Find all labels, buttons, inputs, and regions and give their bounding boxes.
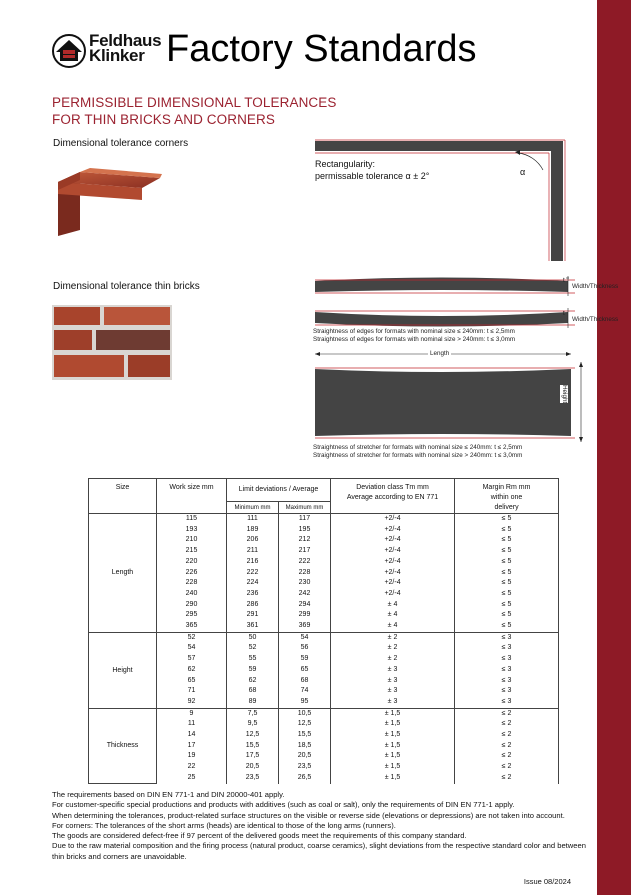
note-line: When determining the tolerances, product-related surface structures on the visible or reverse side (elevations or depressions) are not taken into account. (52, 810, 565, 820)
table-row (89, 741, 559, 752)
header-margin-line-1: Margin Rm mm (482, 484, 531, 491)
table-cell: ≤ 2 (455, 751, 559, 762)
note-line: The goods are considered defect-free if 97 percent of the delivered goods meet the requirements of this company standard. (52, 831, 467, 841)
table-cell: 19 (157, 751, 227, 762)
table-cell: ≤ 2 (455, 741, 559, 752)
table-cell: 68 (227, 686, 279, 697)
table-cell: 14 (157, 730, 227, 741)
height-label: Height (561, 385, 568, 404)
table-cell: 365 (157, 621, 227, 632)
table-cell: 299 (279, 610, 331, 621)
table-cell: ± 1,5 (331, 719, 455, 730)
table-cell: 92 (157, 697, 227, 708)
table-cell: 10,5 (279, 708, 331, 719)
table-cell: ≤ 2 (455, 719, 559, 730)
table-cell: 189 (227, 525, 279, 536)
table-row (89, 686, 559, 697)
table-row (89, 719, 559, 730)
table-cell: 206 (227, 535, 279, 546)
table-cell: 9,5 (227, 719, 279, 730)
width-thickness-label-bottom: Width/Thickness (572, 316, 619, 323)
table-cell: 65 (157, 676, 227, 687)
notes-block (52, 790, 597, 862)
table-cell: 111 (227, 514, 279, 525)
table-cell: ≤ 5 (455, 578, 559, 589)
table-row (89, 610, 559, 621)
table-cell: 220 (157, 557, 227, 568)
tolerance-table-body (89, 514, 559, 784)
note-line: The requirements based on DIN EN 771-1 and DIN 20000-401 apply. (52, 790, 285, 799)
table-cell: ≤ 2 (455, 708, 559, 719)
header-margin-line-3: delivery (494, 504, 519, 511)
table-cell: 222 (227, 568, 279, 579)
table-cell: 54 (157, 643, 227, 654)
page-title: Factory Standards (166, 28, 477, 70)
table-cell: ≤ 3 (455, 686, 559, 697)
table-cell: ≤ 5 (455, 589, 559, 600)
table-cell: 26,5 (279, 773, 331, 784)
table-cell: 20,5 (279, 751, 331, 762)
table-cell: 212 (279, 535, 331, 546)
table-cell: ≤ 5 (455, 525, 559, 536)
header-maximum: Maximum mm (279, 502, 331, 514)
table-cell: 195 (279, 525, 331, 536)
table-cell: 52 (227, 643, 279, 654)
table-cell: +2/-4 (331, 546, 455, 557)
table-cell: +2/-4 (331, 535, 455, 546)
table-cell: ± 2 (331, 654, 455, 665)
table-cell: 12,5 (279, 719, 331, 730)
table-cell: ≤ 5 (455, 568, 559, 579)
table-row (89, 751, 559, 762)
note-line: For corners: The tolerances of the short arms (heads) are identical to those of the long arms (runners). (52, 820, 396, 830)
table-cell: 193 (157, 525, 227, 536)
table-row (89, 665, 559, 676)
house-logo-icon (51, 34, 87, 68)
table-cell: 59 (227, 665, 279, 676)
table-cell: 240 (157, 589, 227, 600)
table-cell: 17,5 (227, 751, 279, 762)
table-row (89, 697, 559, 708)
subtitle-line-1: PERMISSIBLE DIMENSIONAL TOLERANCES (52, 95, 337, 110)
table-cell: 7,5 (227, 708, 279, 719)
table-cell: ± 3 (331, 697, 455, 708)
table-cell: 56 (279, 643, 331, 654)
table-cell: 210 (157, 535, 227, 546)
rectangularity-line-1: Rectangularity: (315, 159, 376, 169)
header-margin-line-2: within one (490, 494, 523, 501)
header-limit-deviations: Limit deviations / Average (227, 479, 331, 502)
corners-section-label: Dimensional tolerance corners (53, 138, 189, 149)
size-group-label: Thickness (89, 708, 157, 783)
table-cell: ± 1,5 (331, 708, 455, 719)
table-cell: 228 (279, 568, 331, 579)
table-cell: ± 3 (331, 665, 455, 676)
table-cell: 290 (157, 600, 227, 611)
table-cell: +2/-4 (331, 568, 455, 579)
table-cell: ± 1,5 (331, 773, 455, 784)
table-cell: ≤ 5 (455, 546, 559, 557)
table-cell: ± 1,5 (331, 762, 455, 773)
table-row (89, 762, 559, 773)
table-cell: 291 (227, 610, 279, 621)
table-cell: 11 (157, 719, 227, 730)
table-row (89, 773, 559, 784)
table-row (89, 600, 559, 611)
table-cell: 62 (157, 665, 227, 676)
table-cell: 361 (227, 621, 279, 632)
table-row (89, 578, 559, 589)
rectangularity-diagram (313, 138, 573, 263)
table-row (89, 525, 559, 536)
table-cell: ± 4 (331, 600, 455, 611)
header-size: Size (89, 479, 157, 514)
table-cell: ≤ 3 (455, 676, 559, 687)
table-cell: ≤ 2 (455, 730, 559, 741)
table-row (89, 730, 559, 741)
note-line: For customer-specific special productions and products with additives (such as coal or salt), only the requirements of DIN EN 771-1 apply. (52, 800, 515, 810)
table-cell: ± 2 (331, 643, 455, 654)
table-row (89, 589, 559, 600)
table-cell: 20,5 (227, 762, 279, 773)
table-cell: 74 (279, 686, 331, 697)
t-label-bottom: t (563, 310, 565, 317)
corner-brick-image (50, 160, 170, 238)
table-cell: 55 (227, 654, 279, 665)
table-cell: ± 3 (331, 686, 455, 697)
table-cell: 211 (227, 546, 279, 557)
header-minimum: Minimum mm (227, 502, 279, 514)
table-cell: 25 (157, 773, 227, 784)
thin-bricks-section-label: Dimensional tolerance thin bricks (53, 281, 200, 292)
edges-tolerance-line-1: Straightness of edges for formats with nominal size ≤ 240mm: t ≤ 2,5mm (313, 328, 515, 335)
table-cell: ≤ 5 (455, 535, 559, 546)
tolerance-table (88, 478, 559, 784)
note-line: Due to the raw material composition and the firing process (natural product, coarse ceramics), slight deviations from the respective standard color and between thin bricks and corners are unavoidable. (52, 841, 586, 861)
table-cell: ≤ 3 (455, 632, 559, 643)
table-cell: 286 (227, 600, 279, 611)
table-cell: 215 (157, 546, 227, 557)
edges-tolerance-line-2: Straightness of edges for formats with nominal size > 240mm: t ≤ 3,0mm (313, 336, 516, 343)
table-cell: 23,5 (227, 773, 279, 784)
table-cell: ≤ 3 (455, 697, 559, 708)
page-subtitle (52, 94, 336, 128)
table-cell: 369 (279, 621, 331, 632)
table-cell: 22 (157, 762, 227, 773)
issue-date: Issue 08/2024 (523, 877, 571, 886)
table-cell: 62 (227, 676, 279, 687)
table-cell: ± 1,5 (331, 751, 455, 762)
table-row (89, 676, 559, 687)
table-cell: +2/-4 (331, 578, 455, 589)
header-deviation-class-line-1: Deviation class Tm mm (356, 484, 429, 491)
thin-bricks-image (52, 305, 172, 380)
width-thickness-label-top: Width/Thickness (572, 283, 619, 290)
table-row (89, 654, 559, 665)
table-cell: ≤ 5 (455, 557, 559, 568)
header-margin (455, 479, 559, 514)
header-deviation-class-line-2: Average according to EN 771 (346, 494, 439, 501)
table-cell: 54 (279, 632, 331, 643)
table-cell: 15,5 (279, 730, 331, 741)
table-cell: ≤ 5 (455, 610, 559, 621)
table-cell: 228 (157, 578, 227, 589)
table-cell: ± 1,5 (331, 730, 455, 741)
table-cell: ≤ 5 (455, 600, 559, 611)
table-cell: +2/-4 (331, 514, 455, 525)
table-cell: 294 (279, 600, 331, 611)
length-label: Length (430, 350, 450, 357)
table-cell: ≤ 3 (455, 643, 559, 654)
table-row (89, 621, 559, 632)
table-cell: 115 (157, 514, 227, 525)
table-cell: ± 3 (331, 676, 455, 687)
table-cell: ≤ 3 (455, 665, 559, 676)
table-cell: 68 (279, 676, 331, 687)
table-cell: ≤ 2 (455, 762, 559, 773)
table-cell: ± 1,5 (331, 741, 455, 752)
table-cell: ≤ 3 (455, 654, 559, 665)
table-row (89, 535, 559, 546)
table-cell: 57 (157, 654, 227, 665)
stretcher-tolerance-line-1: Straightness of stretcher for formats with nominal size ≤ 240mm: t ≤ 2,5mm (313, 444, 523, 451)
table-cell: 224 (227, 578, 279, 589)
table-cell: +2/-4 (331, 589, 455, 600)
table-row (89, 557, 559, 568)
table-cell: 59 (279, 654, 331, 665)
table-cell: 71 (157, 686, 227, 697)
table-cell: 230 (279, 578, 331, 589)
table-cell: +2/-4 (331, 557, 455, 568)
t-label-top: t (563, 277, 565, 284)
table-cell: 216 (227, 557, 279, 568)
size-group-label: Length (89, 514, 157, 633)
table-cell: 95 (279, 697, 331, 708)
table-cell: 50 (227, 632, 279, 643)
table-cell: 217 (279, 546, 331, 557)
table-cell: 89 (227, 697, 279, 708)
table-cell: ± 4 (331, 621, 455, 632)
table-row (89, 643, 559, 654)
table-row (89, 546, 559, 557)
table-row (89, 568, 559, 579)
table-cell: 117 (279, 514, 331, 525)
header-deviation-class (331, 479, 455, 514)
table-cell: 242 (279, 589, 331, 600)
table-cell: ≤ 5 (455, 621, 559, 632)
table-cell: ± 4 (331, 610, 455, 621)
table-row (89, 708, 559, 719)
table-cell: ≤ 5 (455, 514, 559, 525)
subtitle-line-2: FOR THIN BRICKS AND CORNERS (52, 112, 275, 127)
table-cell: 18,5 (279, 741, 331, 752)
table-cell: 65 (279, 665, 331, 676)
table-cell: ± 2 (331, 632, 455, 643)
header-work-size: Work size mm (157, 479, 227, 514)
table-cell: 17 (157, 741, 227, 752)
side-accent-tab (597, 0, 631, 895)
table-cell: 15,5 (227, 741, 279, 752)
table-cell: 52 (157, 632, 227, 643)
table-cell: ≤ 2 (455, 773, 559, 784)
table-cell: 295 (157, 610, 227, 621)
table-cell: 222 (279, 557, 331, 568)
stretcher-tolerance-line-2: Straightness of stretcher for formats with nominal size > 240mm: t ≤ 3,0mm (313, 452, 523, 459)
table-row (89, 632, 559, 643)
table-cell: 226 (157, 568, 227, 579)
table-cell: 9 (157, 708, 227, 719)
table-cell: 236 (227, 589, 279, 600)
rectangularity-line-2: permissable tolerance α ± 2° (315, 171, 430, 181)
brand-line-1: Feldhaus (89, 31, 162, 50)
size-group-label: Height (89, 632, 157, 708)
table-cell: 12,5 (227, 730, 279, 741)
angle-alpha-label: α (520, 167, 526, 177)
table-row (89, 514, 559, 525)
brand-line-2: Klinker (89, 46, 145, 65)
brand-name (89, 33, 161, 63)
table-cell: 23,5 (279, 762, 331, 773)
table-cell: +2/-4 (331, 525, 455, 536)
